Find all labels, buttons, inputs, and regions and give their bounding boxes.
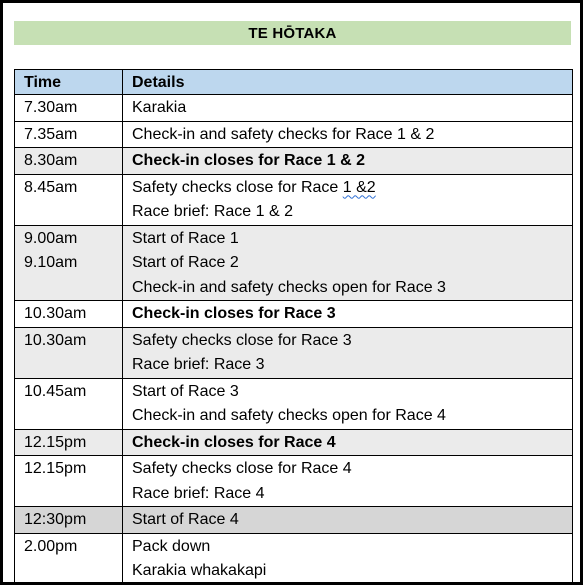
details-cell [123,429,573,456]
details-text: Safety checks close for Race [132,178,343,196]
time-cell [15,225,123,301]
time-cell [15,507,123,534]
time-text: 10.30am [24,305,87,322]
time-cell [15,327,123,378]
table-row [15,148,573,175]
details-text: Check-in closes for Race 3 [132,305,336,322]
details-text: Safety checks close for Race 4 [132,460,352,477]
time-cell [15,148,123,175]
details-text: Check-in closes for Race 4 [132,433,336,451]
time-cell [15,121,123,148]
details-text: Start of Race 2 [132,254,239,271]
time-cell [15,95,123,122]
table-row [15,507,573,534]
time-text: 2.00pm [24,537,78,555]
details-cell [123,95,573,122]
time-text: 8.30am [24,152,78,169]
table-row [15,121,573,148]
time-text: 7.35am [24,125,78,143]
details-cell [123,327,573,378]
details-text: Race brief: Race 1 & 2 [132,203,293,220]
spellcheck-marked-text: 1 &2 [342,178,376,196]
time-cell [15,174,123,225]
time-text: 10.45am [24,382,87,400]
details-text: Start of Race 1 [132,229,239,247]
table-header-row [15,70,573,95]
time-text: 12.15pm [24,460,87,477]
details-text: Check-in and safety checks open for Race 3 [132,278,446,296]
details-cell [123,148,573,175]
details-cell [123,174,573,225]
time-text: 8.45am [24,178,78,196]
details-cell [123,225,573,301]
time-text: 9.00am [24,229,78,247]
time-text: 12.15pm [24,433,87,451]
column-header-details: Details [123,70,573,95]
table-row [15,225,573,301]
details-text: Check-in and safety checks for Race 1 & 2 [132,125,435,143]
details-text: Race brief: Race 4 [132,484,265,502]
details-cell [123,456,573,507]
table-row [15,456,573,507]
details-text: Check-in closes for Race 1 & 2 [132,152,365,169]
time-cell [15,378,123,429]
table-row [15,327,573,378]
details-cell [123,507,573,534]
table-row [15,301,573,328]
details-cell [123,378,573,429]
column-header-time: Time [15,70,123,95]
details-cell [123,121,573,148]
table-row [15,533,573,584]
time-cell [15,533,123,584]
table-row [15,174,573,225]
details-text: Start of Race 4 [132,511,239,528]
details-text: Karakia whakakapi [132,562,267,579]
table-row [15,378,573,429]
time-cell [15,429,123,456]
time-text: 12:30pm [24,511,87,528]
table-row [15,95,573,122]
time-text: 9.10am [24,254,78,271]
time-cell [15,456,123,507]
details-cell [123,301,573,328]
time-text: 7.30am [24,99,78,116]
details-text: Start of Race 3 [132,382,239,400]
details-text: Safety checks close for Race 3 [132,331,352,349]
page-title: TE HŌTAKA [14,21,571,45]
details-text: Karakia [132,99,187,116]
time-cell [15,301,123,328]
time-text: 10.30am [24,331,87,349]
details-text: Check-in and safety checks open for Race 4 [132,407,446,424]
table-row [15,429,573,456]
schedule-table [14,69,573,585]
details-line [132,176,563,201]
details-text: Race brief: Race 3 [132,356,265,373]
details-cell [123,533,573,584]
details-text: Pack down [132,537,211,555]
